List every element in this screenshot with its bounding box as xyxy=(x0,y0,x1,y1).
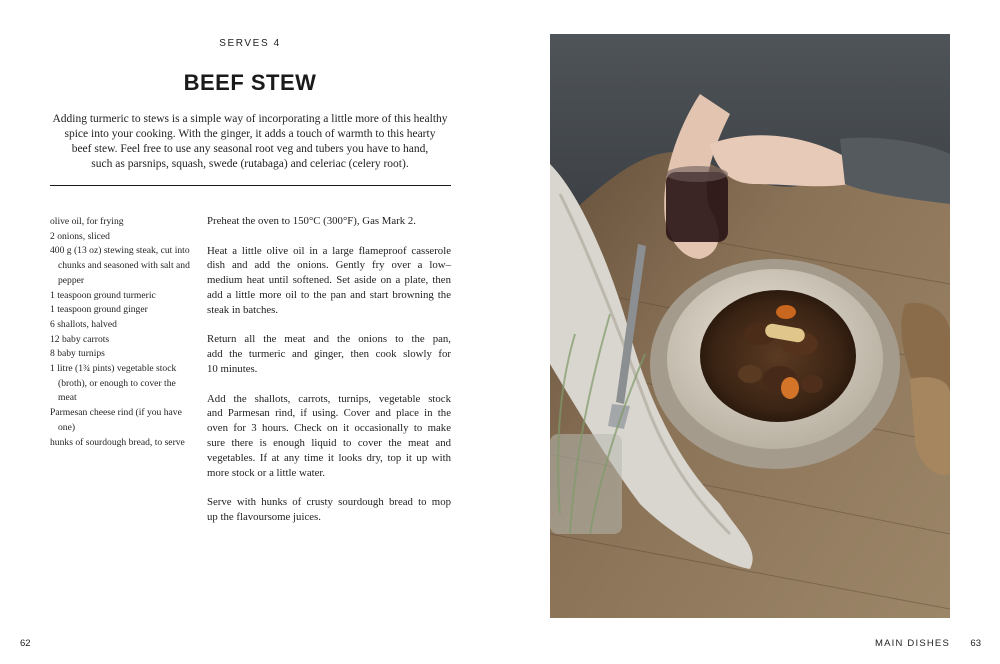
intro-line: Adding turmeric to stews is a simple way of incorporating a little more of this healthy xyxy=(52,113,448,125)
method-line: Heat a little olive oil in a large flameproof casserole xyxy=(207,244,451,257)
ingredient-item: 12 baby carrots xyxy=(50,333,110,345)
ingredient-item: hunks of sourdough bread, to serve xyxy=(50,436,185,448)
recipe-title: BEEF STEW xyxy=(183,70,317,95)
ingredient-item: 1 teaspoon ground ginger xyxy=(50,304,148,316)
page-number-left: 62 xyxy=(20,638,31,649)
ingredient-item: olive oil, for frying xyxy=(50,216,124,227)
method-step xyxy=(207,495,451,525)
method-line: up the flavoursome juices. xyxy=(207,510,321,523)
section-name: MAIN DISHES xyxy=(875,638,950,649)
method-line: add a little more oil to the pan and start browning the xyxy=(207,288,451,301)
ingredient-item: 2 onions, sliced xyxy=(50,230,110,242)
wine-glass-rim xyxy=(666,166,728,182)
page-number-right: 63 xyxy=(970,638,981,649)
intro-line: spice into your cooking. With the ginger, it adds a touch of warmth to this hearty xyxy=(64,128,436,140)
intro-line: beef stew. Feel free to use any seasonal root veg and tubers you have to hand, xyxy=(71,143,429,155)
method-line: 10 minutes. xyxy=(207,362,258,375)
divider-rule xyxy=(50,185,451,186)
method-step xyxy=(207,392,451,481)
method-line: dish and add the onions. Gently fry over a low– xyxy=(207,259,451,272)
food-photo xyxy=(550,34,950,618)
intro-line: such as parsnips, squash, swede (rutabaga) and celeriac (celery root). xyxy=(91,158,409,170)
method-line: oven for 3 hours. Check on it occasionally to make xyxy=(207,422,451,435)
method-line: add the turmeric and ginger, then cook slowly for xyxy=(207,348,451,361)
recipe-intro xyxy=(46,112,454,172)
photo-illustration xyxy=(550,34,950,618)
method-line: Add the shallots, carrots, turnips, vegetable stock xyxy=(207,392,451,405)
method-steps xyxy=(207,214,451,540)
ingredient-item: 1 litre (1¾ pints) vegetable stock (broth), or enough to cover the meat xyxy=(50,363,177,404)
wine-glass xyxy=(666,172,728,242)
method-line: vegetables. If at any time it looks dry, top it up with xyxy=(207,451,451,464)
method-step xyxy=(207,332,451,376)
method-step xyxy=(207,244,451,318)
method-line: more stock or a little water. xyxy=(207,466,326,479)
ingredient-item: Parmesan cheese rind (if you have one) xyxy=(50,407,182,433)
serves-label: SERVES 4 xyxy=(219,38,281,49)
method-line: and Parmesan rind, if using. Cover and place in the xyxy=(207,407,451,420)
ingredient-item: 6 shallots, halved xyxy=(50,318,117,330)
ingredient-item: 400 g (13 oz) stewing steak, cut into chunks and seasoned with salt and pepper xyxy=(50,245,190,286)
method-step xyxy=(207,214,451,229)
method-line: Preheat the oven to 150°C (300°F), Gas Mark 2. xyxy=(207,215,416,227)
method-line: Return all the meat and the onions to the pan, xyxy=(207,333,451,346)
ingredient-item: 8 baby turnips xyxy=(50,348,105,360)
ingredients-list xyxy=(50,215,195,450)
method-line: medium heat until softened. Set aside on a plate, then xyxy=(207,274,451,287)
method-line: sure there is enough liquid to cover the meat and xyxy=(207,436,451,449)
method-line: Serve with hunks of crusty sourdough bread to mop xyxy=(207,496,451,509)
method-line: steak in batches. xyxy=(207,303,279,316)
ingredient-item: 1 teaspoon ground turmeric xyxy=(50,289,156,301)
